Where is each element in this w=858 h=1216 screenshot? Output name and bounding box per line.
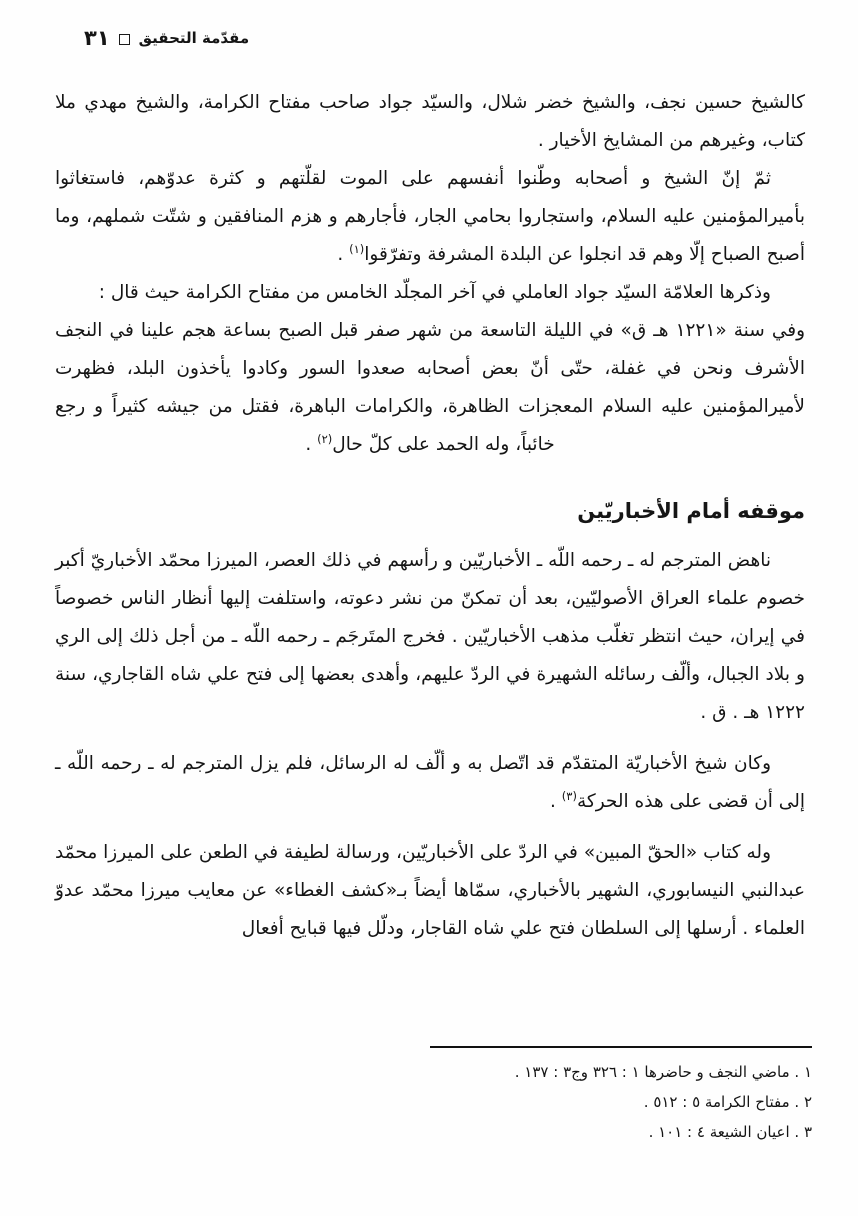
paragraph-5-text: ناهض المترجم له ـ رحمه اللّه ـ الأخباريّين و رأسهم في ذلك العصر، الميرزا محمّد الأخباريّ أكبر خصوم علماء العراق الأصوليّين، بعد أن تمكنّ من نشر دعوته، واستلفت إليها أنظار الناس خصوصاً في إيران، حيث انتظر تغلّب مذهب الأخباريّين . فخرج المتَرجَم ـ رحمه اللّه ـ من أجل ذلك إلى الري و بلاد الجبال، وألّف رسائله الشهيرة في الردّ عليهم، وأهدى بعضها إلى فتح علي شاه القاجاري، سنة ١٢٢٢ هـ . ق . [55, 550, 805, 723]
paragraph-3 [55, 274, 805, 312]
paragraph-1 [55, 84, 805, 160]
paragraph-2 [55, 160, 805, 274]
section-heading: موقفه أمام الأخباريّين [577, 499, 805, 523]
footnotes-section [46, 1046, 812, 1147]
footnote-ref-1: (١) [349, 242, 365, 256]
footnote-1: ١ . ماضي النجف و حاضرها ١ : ٣٢٦ وج٣ : ١٣٧ . [514, 1063, 812, 1081]
open-square-icon [119, 34, 130, 45]
paragraph-6 [55, 745, 805, 821]
paragraph-7 [55, 834, 805, 948]
footnote-2: ٢ . مفتاح الكرامة ٥ : ٥١٢ . [643, 1093, 812, 1111]
paragraph-6-text: وكان شيخ الأخباريّة المتقدّم قد اتّصل به و ألّف له الرسائل، فلم يزل المترجم له ـ رحمه اللّه ـ إلى أن قضى على هذه الحركة [55, 753, 805, 812]
paragraph-2-tail: . [337, 244, 350, 265]
page-body [55, 84, 805, 948]
paragraph-7-text: وله كتاب «الحقّ المبين» في الردّ على الأخباريّين، ورسالة لطيفة في الطعن على الميرزا محمّد عبدالنبي النيسابوري، الشهير بالأخباري، سمّاها أيضاً بـ«كشف الغطاء» عن معايب ميرزا محمّد عدوّ العلماء . أرسلها إلى السلطان فتح علي شاه القاجار، ودلّل فيها قبايح أفعال [55, 842, 805, 939]
page-number: ٣١ [84, 26, 110, 50]
footnote-divider [430, 1046, 812, 1048]
paragraph-4-tail: . [305, 434, 318, 455]
running-head [84, 26, 249, 50]
paragraph-3-text: وذكرها العلامّة السيّد جواد العاملي في آخر المجلّد الخامس من مفتاح الكرامة حيث قال : [98, 282, 771, 303]
paragraph-1-text: كالشيخ حسين نجف، والشيخ خضر شلال، والسيّد جواد صاحب مفتاح الكرامة، والشيخ مهدي ملا كتاب، وغيرهم من المشايخ الأخيار . [55, 92, 805, 151]
footnote-ref-2: (٢) [317, 432, 333, 446]
paragraph-6-tail: . [550, 791, 562, 812]
footnote-ref-3: (٣) [561, 789, 577, 803]
paragraph-4-quote [55, 312, 805, 464]
running-head-title: مقدّمة التحقيق [138, 29, 250, 47]
paragraph-2-text: ثمّ إنّ الشيخ و أصحابه وطّنوا أنفسهم على الموت لقلّتهم و كثرة عدوّهم، فاستغاثوا بأميرالمؤمنين عليه السلام، واستجاروا بحامي الجار، فأجارهم و هزم المنافقين و شتّت شملهم، وما أصبح الصباح إلّا وهم قد انجلوا عن البلدة المشرفة وتفرّقوا [55, 168, 805, 265]
paragraph-5 [55, 542, 805, 732]
footnote-3: ٣ . اعيان الشيعة ٤ : ١٠١ . [648, 1123, 812, 1141]
paragraph-4-text: وفي سنة «١٢٢١ هـ ق» في الليلة التاسعة من شهر صفر قبل الصبح بساعة هجم علينا في النجف الأشرف ونحن في غفلة، حتّى أنّ بعض أصحابه صعدوا السور وكادوا يأخذون البلد، فظهرت لأميرالمؤمنين عليه السلام المعجزات الظاهرة، والكرامات الباهرة، فقتل من جيشه كثيراً و رجع خائباً، وله الحمد على كلّ حال [55, 320, 806, 455]
